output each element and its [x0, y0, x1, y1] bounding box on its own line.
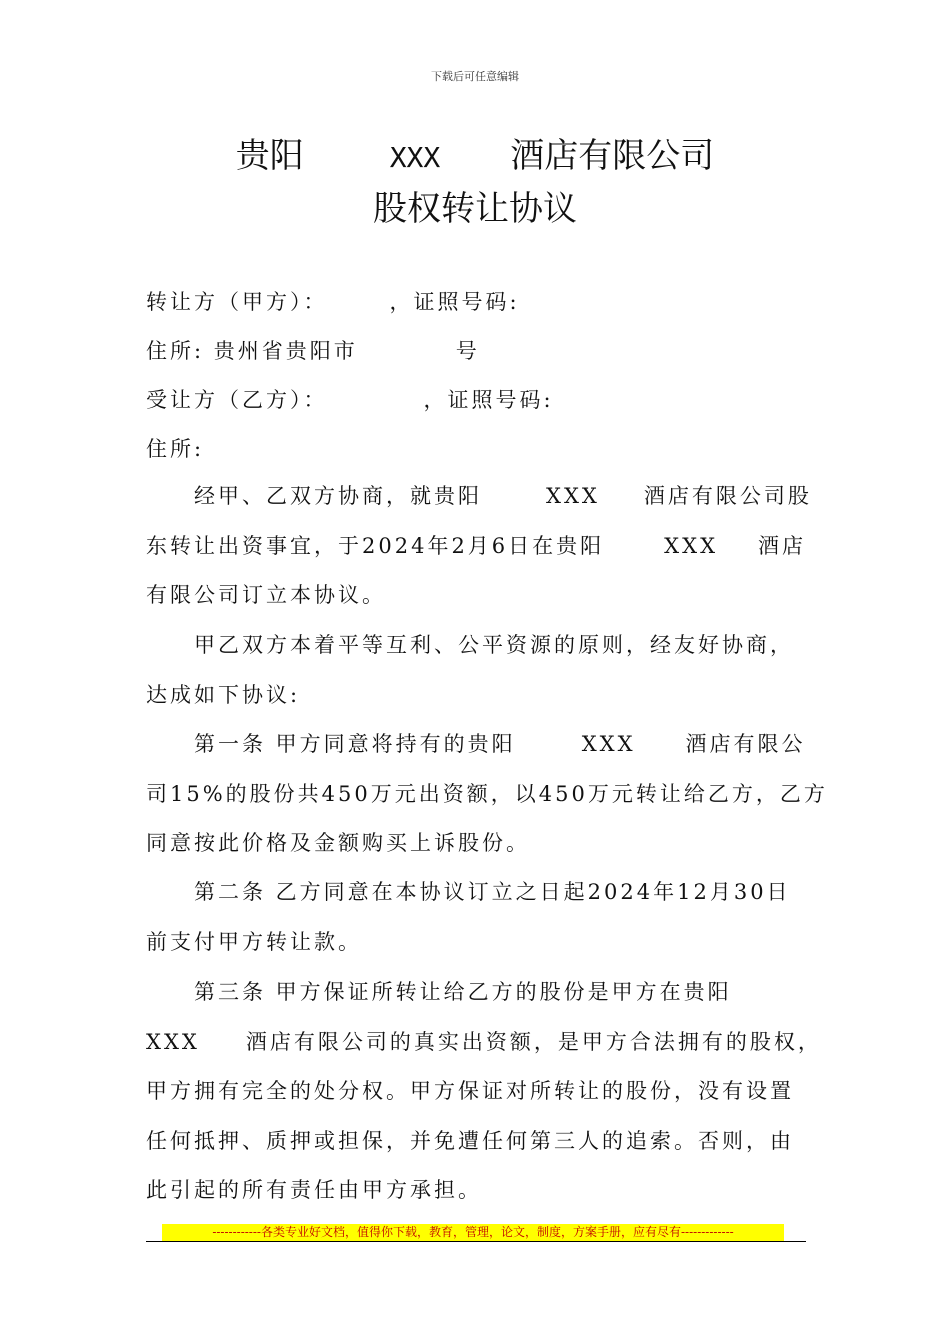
paragraph-preamble [146, 472, 812, 621]
paragraph-principle [146, 621, 806, 720]
transferee-address-line [146, 433, 204, 463]
text-run: 此引起的所有责任由甲方承担。 [146, 1178, 482, 1202]
transferee-line [146, 384, 554, 414]
transferor-id-label: ，证照号码: [389, 290, 520, 314]
text-run: 甲方拥有完全的处分权。甲方保证对所转让的股份，没有设置 [146, 1079, 794, 1103]
document-title [0, 128, 950, 177]
title-part-city: 贵阳 [235, 136, 304, 176]
document-subtitle: 股权转让协议 [373, 189, 577, 229]
article-1 [146, 720, 828, 869]
text-run: 经甲、乙双方协商，就贵阳 [194, 484, 482, 508]
transferor-address-label: 住所: 贵州省贵阳市 [146, 339, 358, 363]
text-run: 第二条 乙方同意在本协议订立之日起2024年12月30日 [194, 880, 791, 904]
transferee-address-label: 住所: [146, 437, 205, 461]
text-run: 酒店有限公 [685, 732, 806, 756]
transferor-label: 转让方（甲方）： [146, 290, 328, 314]
text-run: 酒店 [758, 533, 807, 558]
transferor-line [146, 286, 520, 316]
transferor-address-line [146, 335, 480, 365]
article-3 [146, 968, 822, 1216]
text-run: XXX [546, 484, 600, 508]
article-2 [146, 868, 806, 967]
text-run: 第一条 甲方同意将持有的贵阳 [194, 732, 516, 756]
title-part-placeholder: XXX [389, 141, 441, 174]
text-run: XXX [664, 533, 719, 558]
text-run: 酒店有限公司股 [643, 484, 812, 508]
text-run: 任何抵押、质押或担保，并免遭任何第三人的追索。否则，由 [146, 1128, 794, 1153]
text-run: 东转让出资事宜，于2024年2月6日在贵阳 [146, 533, 605, 558]
text-run: 同意按此价格及金额购买上诉股份。 [146, 831, 530, 855]
text-run: 前支付甲方转让款。 [146, 929, 362, 954]
text-run: 第三条 甲方保证所转让给乙方的股份是甲方在贵阳 [194, 980, 732, 1004]
text-run: 甲乙双方本着平等互利、公平资源的原则，经友好协商， [194, 633, 794, 657]
title-part-company: 酒店有限公司 [510, 136, 715, 176]
text-run: XXX [146, 1029, 200, 1054]
text-run: 酒店有限公司的真实出资额，是甲方合法拥有的股权， [245, 1029, 822, 1054]
header-note: 下载后可任意编辑 [431, 70, 519, 83]
text-run: 有限公司订立本协议。 [146, 583, 386, 607]
text-run: XXX [581, 732, 636, 756]
transferor-address-tail: 号 [455, 339, 480, 363]
footer-promo-banner: ------------各类专业好文档，值得你下载，教育，管理，论文，制度，方案手册，应有尽有------------- [162, 1224, 784, 1241]
footer-divider [146, 1241, 806, 1242]
text-run: 司15%的股份共450万元出资额，以450万元转让给乙方，乙方 [146, 781, 828, 806]
transferee-label: 受让方（乙方）： [146, 388, 328, 412]
transferee-id-label: ，证照号码: [423, 388, 554, 412]
text-run: 达成如下协议: [146, 682, 301, 707]
